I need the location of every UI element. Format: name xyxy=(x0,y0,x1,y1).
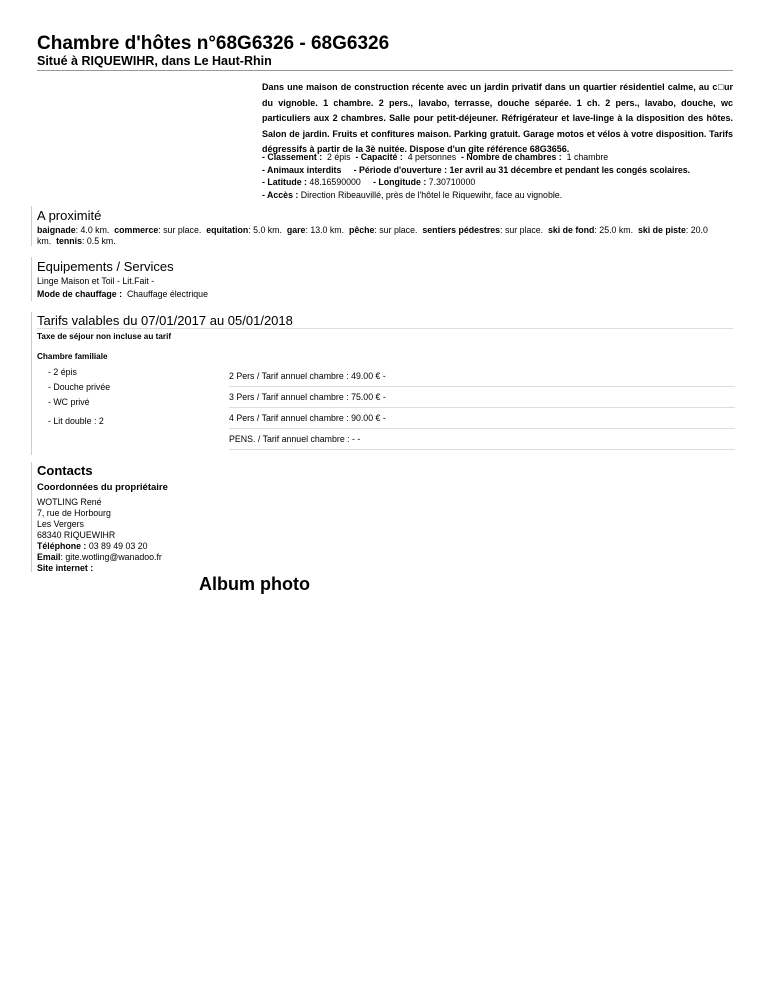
prox-peche-value: : sur place. xyxy=(374,225,418,235)
chauffage-label: Mode de chauffage : xyxy=(37,289,123,299)
prox-baignade-value: : 4.0 km. xyxy=(75,225,110,235)
header-divider xyxy=(37,70,733,71)
email-label: Email xyxy=(37,552,61,562)
prox-tennis-label: tennis xyxy=(56,236,82,246)
prox-ski-fond-label: ski de fond xyxy=(547,225,595,235)
owner-phone xyxy=(37,541,162,552)
prox-commerce-label: commerce xyxy=(114,225,159,235)
prox-gare-value: : 13.0 km. xyxy=(305,225,345,235)
ouverture-label: - Période d'ouverture : xyxy=(353,164,448,175)
longitude-value: 7.30710000 xyxy=(428,177,476,187)
contact-details xyxy=(37,497,162,574)
prox-km-suffix: km. xyxy=(37,236,52,246)
capacite-label: - Capacité : xyxy=(355,152,403,162)
owner-address-2: Les Vergers xyxy=(37,519,84,529)
owner-name: WOTLING René xyxy=(37,497,102,507)
equipements-title: Equipements / Services xyxy=(37,259,174,274)
owner-site xyxy=(37,563,162,574)
prox-ski-piste-value: : 20.0 xyxy=(685,225,708,235)
latitude-label: - Latitude : xyxy=(262,177,307,187)
contacts-sidebar-line xyxy=(31,462,32,572)
page-subtitle: Situé à RIQUEWIHR, dans Le Haut-Rhin xyxy=(37,54,272,68)
feature-item: - Douche privée xyxy=(48,382,111,392)
proximite-title: A proximité xyxy=(37,208,102,223)
attr-line-4 xyxy=(262,189,733,202)
page-title: Chambre d'hôtes n°68G6326 - 68G6326 xyxy=(37,33,390,54)
chambre-features xyxy=(48,365,218,429)
owner-address-1: 7, rue de Horbourg xyxy=(37,508,111,518)
email-link[interactable]: : gite.wotling@wanadoo.fr xyxy=(60,552,162,562)
longitude-label: - Longitude : xyxy=(373,177,427,187)
classement-label: - Classement : xyxy=(262,152,323,162)
album-title: Album photo xyxy=(199,574,310,594)
taxe-note: Taxe de séjour non incluse au tarif xyxy=(37,332,172,341)
price-row: 4 Pers / Tarif annuel chambre : 90.00 € - xyxy=(229,408,735,429)
ouverture-value: 1er avril au 31 décembre et pendant les congés scolaires. xyxy=(449,164,691,175)
chauffage-line xyxy=(37,289,208,300)
classement-value: 2 épis xyxy=(327,152,351,162)
feature-item: - Lit double : 2 xyxy=(48,416,104,426)
equipements-line: Linge Maison et Toil - Lit.Fait - xyxy=(37,276,155,286)
proximite-line-1 xyxy=(37,225,737,236)
prox-tennis-value: : 0.5 km. xyxy=(81,236,116,246)
equipements-sidebar-line xyxy=(31,257,32,301)
prox-equitation-label: equitation xyxy=(206,225,249,235)
feature-item: - 2 épis xyxy=(48,367,77,377)
contacts-subtitle: Coordonnées du propriétaire xyxy=(37,482,168,493)
proximite-list xyxy=(37,225,737,247)
proximite-line-2 xyxy=(37,236,737,247)
price-row: 3 Pers / Tarif annuel chambre : 75.00 € - xyxy=(229,387,735,408)
capacite-value: 4 personnes xyxy=(407,152,457,162)
price-row: PENS. / Tarif annuel chambre : - - xyxy=(229,429,735,450)
chauffage-value: Chauffage électrique xyxy=(126,289,208,299)
attr-line-3 xyxy=(262,176,733,189)
chambre-title: Chambre familiale xyxy=(37,352,108,361)
owner-city: 68340 RIQUEWIHR xyxy=(37,530,116,540)
latitude-value: 48.16590000 xyxy=(309,177,361,187)
prox-sentiers-value: : sur place. xyxy=(500,225,544,235)
prox-baignade-label: baignade xyxy=(37,225,76,235)
price-table xyxy=(229,366,735,450)
chambres-value: 1 chambre xyxy=(566,152,609,162)
contacts-title: Contacts xyxy=(37,463,93,478)
prox-gare-label: gare xyxy=(286,225,306,235)
attributes xyxy=(262,151,733,201)
price-row: 2 Pers / Tarif annuel chambre : 49.00 € - xyxy=(229,366,735,387)
prox-sentiers-label: sentiers pédestres xyxy=(422,225,501,235)
proximite-sidebar-line xyxy=(31,206,32,246)
site-label: Site internet : xyxy=(37,563,94,573)
tarifs-divider xyxy=(37,328,733,329)
description: Dans une maison de construction récente avec un jardin privatif dans un quartier résidentiel calme, au c□ur du vignoble. 1 chambre. 2 pers., lavabo, terrasse, douche séparée. 1 ch. 2 pers., lavabo, douche, wc particuliers aux 2 chambres. Salle pour petit-déjeuner. Réfrigérateur et lave-linge à la disposition des hôtes. Salon de jardin. Fruits et confitures maison. Parking gratuit. Garage motos et vélos à votre disposition. Tarifs dégressifs à partir de la 3è nuitée. Dispose d'un gîte référence 68G3656. xyxy=(262,82,733,154)
attr-line-2 xyxy=(262,164,733,177)
animaux-label: - Animaux interdits xyxy=(262,164,342,175)
prox-commerce-value: : sur place. xyxy=(158,225,202,235)
acces-value: Direction Ribeauvillé, près de l'hôtel le Riquewihr, face au vignoble. xyxy=(300,189,563,200)
tarifs-title: Tarifs valables du 07/01/2017 au 05/01/2018 xyxy=(37,313,293,328)
prox-ski-piste-label: ski de piste xyxy=(637,225,686,235)
owner-email xyxy=(37,552,162,563)
tarifs-sidebar-line xyxy=(31,312,32,455)
acces-label: - Accès : xyxy=(262,189,299,200)
prox-peche-label: pêche xyxy=(348,225,375,235)
phone-value: 03 89 49 03 20 xyxy=(88,541,148,551)
feature-item: - WC privé xyxy=(48,397,90,407)
prox-equitation-value: : 5.0 km. xyxy=(248,225,282,235)
attr-line-1 xyxy=(262,151,733,164)
prox-ski-fond-value: : 25.0 km. xyxy=(594,225,634,235)
chambres-label: - Nombre de chambres : xyxy=(461,152,562,162)
phone-label: Téléphone : xyxy=(37,541,87,551)
